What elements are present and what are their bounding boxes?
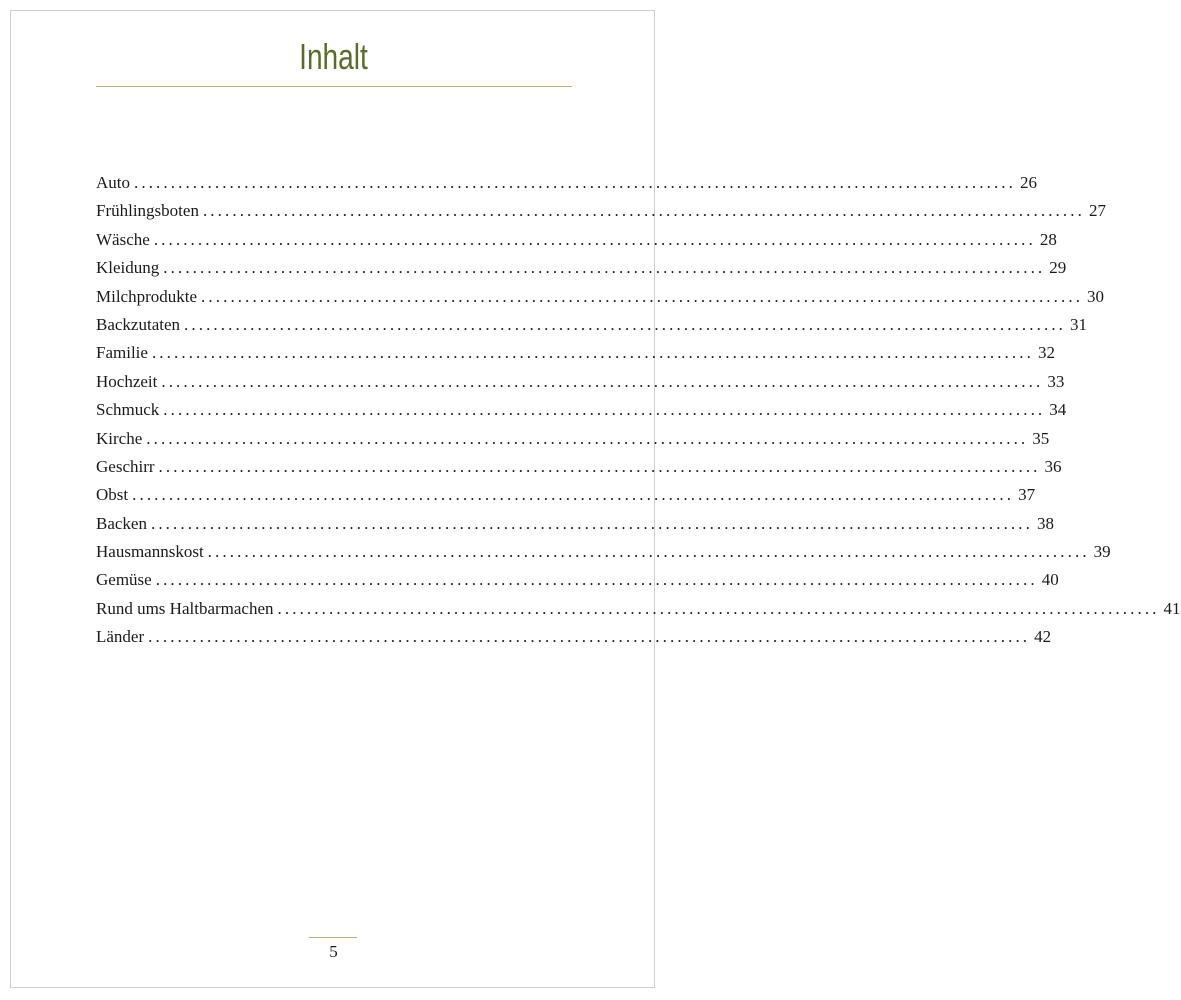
toc-entry-label: Kleidung	[96, 258, 160, 278]
dot-leader: ........................................................................................................................	[148, 627, 1031, 647]
toc-entry[interactable]	[96, 254, 1067, 282]
toc-entry-page: 39	[1093, 542, 1111, 562]
dot-leader: ........................................................................................................................	[151, 343, 1034, 363]
toc-entry-page: 26	[1020, 173, 1037, 192]
toc-entry-page: 31	[1070, 314, 1088, 334]
toc-entry-label: Frühlingsboten	[96, 201, 199, 221]
toc-entry-page: 37	[1018, 485, 1036, 505]
toc-entry[interactable]	[96, 396, 1067, 424]
toc-entry-page: 42	[1034, 627, 1052, 647]
dot-leader: ........................................................................................................................	[146, 428, 1029, 448]
toc-entry-page: 35	[1032, 428, 1050, 448]
toc-entry-label: Auto	[96, 173, 130, 192]
toc-entry[interactable]	[96, 311, 1088, 339]
dot-leader: ........................................................................................................................	[134, 173, 1016, 192]
toc-entry-page: 27	[1088, 201, 1106, 221]
toc-entry-label: Schmuck	[96, 400, 160, 420]
toc-entry-label: Kirche	[96, 428, 143, 448]
dot-leader: ........................................................................................................................	[158, 456, 1041, 476]
toc-entry-page: 32	[1037, 343, 1055, 363]
dot-leader: ........................................................................................................................	[184, 314, 1067, 334]
toc-entry[interactable]	[96, 510, 1054, 538]
page-number: 5	[329, 942, 338, 961]
toc-entry-page: 33	[1047, 371, 1065, 391]
toc-entry-page: 29	[1049, 258, 1067, 278]
toc-entry[interactable]	[96, 226, 1057, 254]
toc-entry-label: Hochzeit	[96, 371, 158, 391]
toc-entry[interactable]	[96, 283, 1105, 311]
toc-entry-page: 28	[1039, 229, 1057, 249]
dot-leader: ........................................................................................................................	[202, 201, 1085, 221]
toc-entry-label: Obst	[96, 485, 129, 505]
toc-entry[interactable]	[96, 566, 1059, 594]
title-divider	[96, 86, 572, 87]
toc-entry-label: Wäsche	[96, 229, 150, 249]
toc-entry[interactable]	[96, 538, 1111, 566]
toc-entry-label: Backen	[96, 513, 147, 533]
dot-leader: ........................................................................................................................	[161, 371, 1044, 391]
toc-entry-label: Geschirr	[96, 456, 155, 476]
table-of-contents	[96, 169, 1181, 652]
toc-entry-label: Länder	[96, 627, 145, 647]
toc-entry-label: Hausmannskost	[96, 542, 204, 562]
toc-entry[interactable]	[96, 481, 1036, 509]
dot-leader: ........................................................................................................................	[207, 542, 1090, 562]
toc-entry[interactable]	[96, 453, 1062, 481]
toc-entry-page: 30	[1087, 286, 1105, 306]
toc-entry[interactable]	[96, 623, 1052, 651]
toc-entry[interactable]	[96, 197, 1106, 225]
toc-entry[interactable]	[96, 425, 1050, 453]
toc-entry[interactable]	[96, 368, 1065, 396]
toc-entry-page: 41	[1163, 598, 1181, 618]
toc-entry-label: Gemüse	[96, 570, 152, 590]
toc-entry-page: 34	[1049, 400, 1067, 420]
toc-entry-label: Milchprodukte	[96, 286, 198, 306]
toc-entry-page: 36	[1044, 456, 1062, 476]
toc-entry-label: Familie	[96, 343, 148, 363]
toc-entry-page: 40	[1041, 570, 1059, 590]
dot-leader: ........................................................................................................................	[277, 598, 1160, 618]
dot-leader: ........................................................................................................................	[201, 286, 1084, 306]
dot-leader: ........................................................................................................................	[163, 400, 1046, 420]
dot-leader: ........................................................................................................................	[163, 258, 1046, 278]
dot-leader: ........................................................................................................................	[155, 570, 1038, 590]
toc-entry[interactable]	[96, 339, 1055, 367]
dot-leader: ........................................................................................................................	[153, 229, 1036, 249]
dot-leader: ........................................................................................................................	[150, 513, 1033, 533]
toc-entry[interactable]	[96, 169, 1037, 197]
page-title: Inhalt	[299, 36, 368, 77]
dot-leader: ........................................................................................................................	[132, 485, 1015, 505]
toc-entry[interactable]	[96, 595, 1181, 623]
toc-entry-label: Rund ums Haltbarmachen	[96, 598, 274, 618]
toc-entry-page: 38	[1036, 513, 1054, 533]
toc-entry-label: Backzutaten	[96, 314, 181, 334]
footer-divider	[309, 937, 357, 938]
